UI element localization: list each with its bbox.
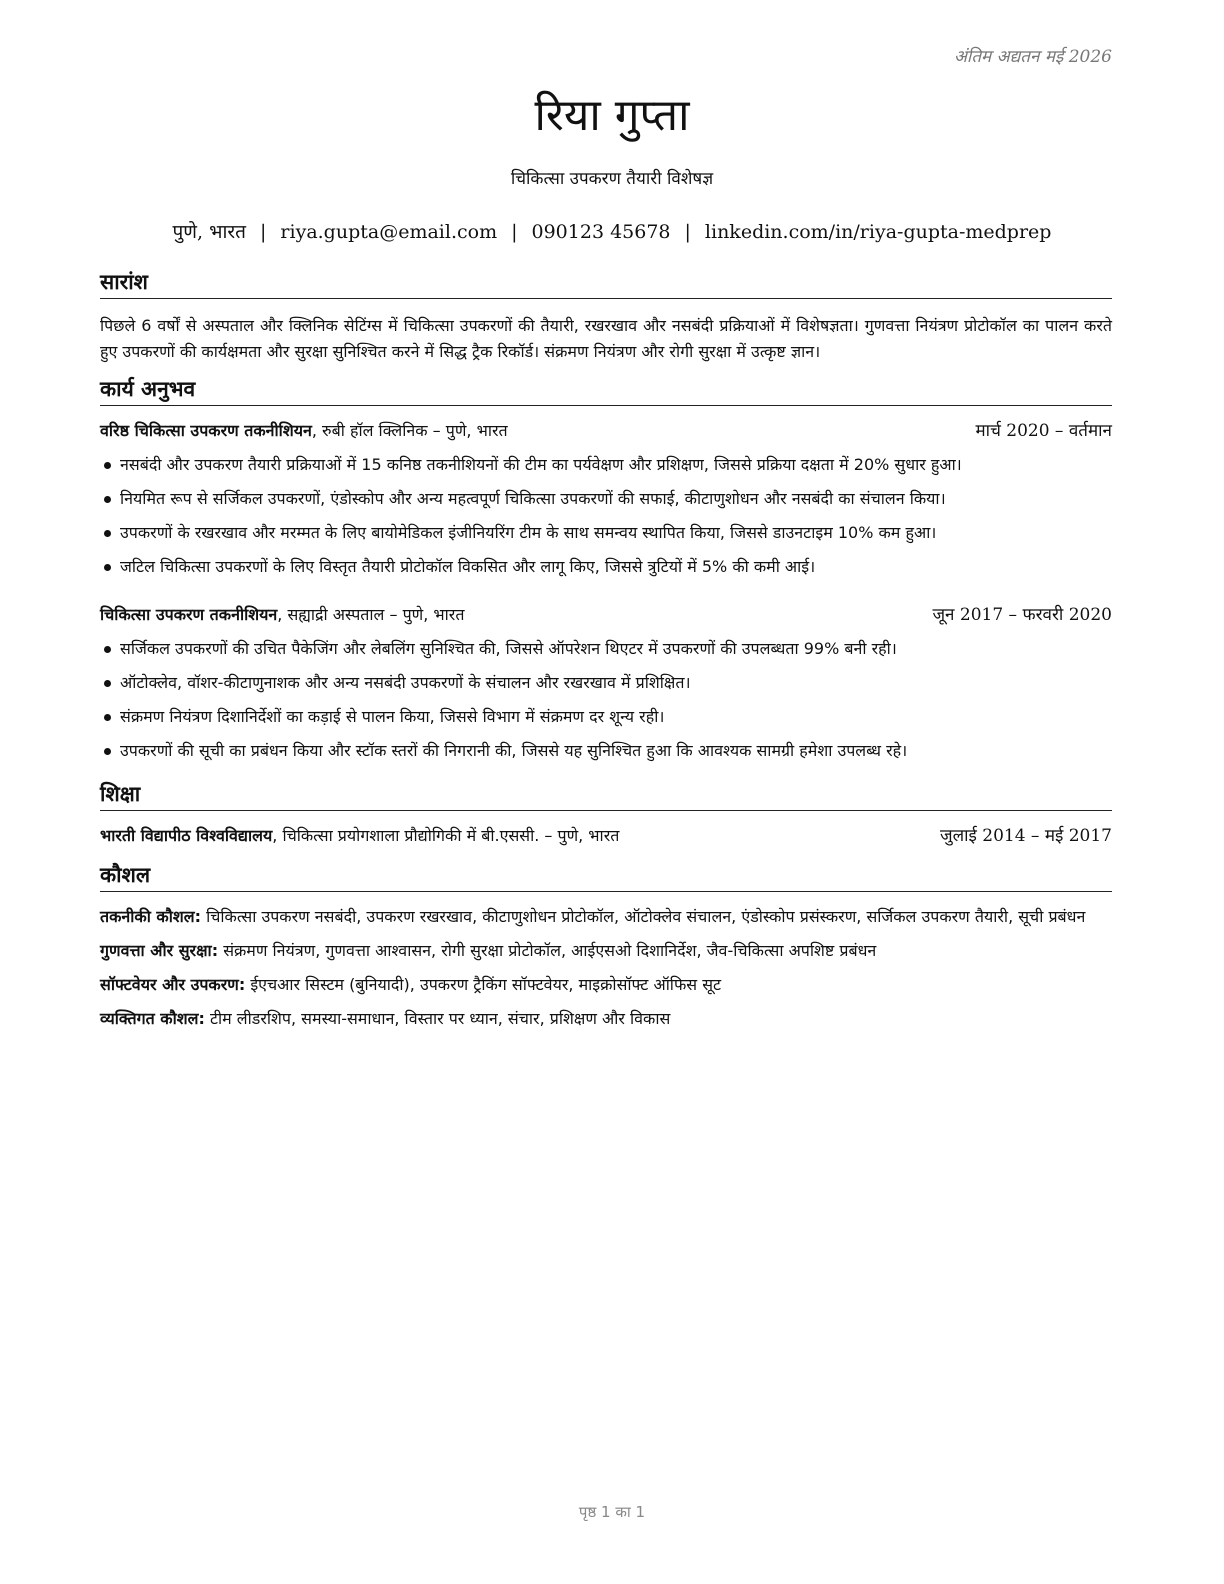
skill-row [100, 1006, 1112, 1032]
job-bullet: ऑटोक्लेव, वॉशर-कीटाणुनाशक और अन्य नसबंदी उपकरणों के संचालन और रखरखाव में प्रशिक्षित। [100, 666, 1112, 700]
job-role: चिकित्सा उपकरण तकनीशियन [100, 605, 278, 624]
skill-value: ईएचआर सिस्टम (बुनियादी), उपकरण ट्रैकिंग सॉफ्टवेयर, माइक्रोसॉफ्ट ऑफिस सूट [245, 975, 722, 994]
contact-linkedin[interactable]: linkedin.com/in/riya-gupta-medprep [704, 221, 1052, 243]
skill-row [100, 938, 1112, 964]
summary-text: पिछले 6 वर्षों से अस्पताल और क्लिनिक सेटिंग्स में चिकित्सा उपकरणों की तैयारी, रखरखाव और नसबंदी प्रक्रियाओं में विशेषज्ञता। गुणवत्ता नियंत्रण प्रोटोकॉल का पालन करते हुए उपकरणों की कार्यक्षमता और सुरक्षा सुनिश्चित करने में सिद्ध ट्रैक रिकॉर्ड। संक्रमण नियंत्रण और रोगी सुरक्षा में उत्कृष्ट ज्ञान। [100, 316, 1112, 361]
last-updated: अंतिम अद्यतन मई 2026 [953, 47, 1112, 67]
education-heading: शिक्षा [100, 780, 1112, 811]
job-bullets [100, 448, 1112, 584]
job-bullet: संक्रमण नियंत्रण दिशानिर्देशों का कड़ाई से पालन किया, जिससे विभाग में संक्रमण दर शून्य रही। [100, 700, 1112, 734]
contact-location: पुणे, भारत [172, 221, 247, 243]
job-bullet: उपकरणों के रखरखाव और मरम्मत के लिए बायोमेडिकल इंजीनियरिंग टीम के साथ समन्वय स्थापित किया, जिससे डाउनटाइम 10% कम हुआ। [100, 516, 1112, 550]
resume-body [100, 268, 1112, 1040]
candidate-title: चिकित्सा उपकरण तैयारी विशेषज्ञ [510, 169, 714, 189]
job-role-line [100, 418, 508, 444]
skills-heading: कौशल [100, 861, 1112, 892]
contact-separator: | [260, 221, 267, 243]
job-org: , रुबी हॉल क्लिनिक – पुणे, भारत [311, 421, 508, 440]
job-header [100, 602, 1112, 628]
job-dates: जून 2017 – फरवरी 2020 [932, 605, 1112, 625]
contact-separator: | [684, 221, 691, 243]
skills-list [100, 904, 1112, 1032]
job-bullet: नसबंदी और उपकरण तैयारी प्रक्रियाओं में 15 कनिष्ठ तकनीशियनों की टीम का पर्यवेक्षण और प्रशिक्षण, जिससे प्रक्रिया दक्षता में 20% सुधार हुआ। [100, 448, 1112, 482]
skill-label: तकनीकी कौशल: [100, 907, 201, 926]
job-bullet: सर्जिकल उपकरणों की उचित पैकेजिंग और लेबलिंग सुनिश्चित की, जिससे ऑपरेशन थिएटर में उपकरणों की उपलब्धता 99% बनी रही। [100, 632, 1112, 666]
job-bullets [100, 632, 1112, 768]
education-entry [100, 823, 1112, 849]
job-entry [100, 418, 1112, 584]
page-number: पृष्ठ 1 का 1 [578, 1503, 646, 1521]
contact-line [0, 218, 1224, 244]
skill-label: व्यक्तिगत कौशल: [100, 1009, 205, 1028]
job-org: , सह्याद्री अस्पताल – पुणे, भारत [277, 605, 465, 624]
contact-email[interactable]: riya.gupta@email.com [280, 221, 498, 243]
job-role: वरिष्ठ चिकित्सा उपकरण तकनीशियन [100, 421, 312, 440]
skill-label: सॉफ्टवेयर और उपकरण: [100, 975, 246, 994]
job-bullet: उपकरणों की सूची का प्रबंधन किया और स्टॉक स्तरों की निगरानी की, जिससे यह सुनिश्चित हुआ कि आवश्यक सामग्री हमेशा उपलब्ध रहे। [100, 734, 1112, 768]
skill-value: टीम लीडरशिप, समस्या-समाधान, विस्तार पर ध्यान, संचार, प्रशिक्षण और विकास [204, 1009, 671, 1028]
job-role-line [100, 602, 464, 628]
skill-value: संक्रमण नियंत्रण, गुणवत्ता आश्वासन, रोगी सुरक्षा प्रोटोकॉल, आईएसओ दिशानिर्देश, जैव-चिकित्सा अपशिष्ट प्रबंधन [218, 941, 877, 960]
skill-label: गुणवत्ता और सुरक्षा: [100, 941, 219, 960]
job-dates: मार्च 2020 – वर्तमान [975, 421, 1112, 441]
skill-row [100, 904, 1112, 930]
education-details: , चिकित्सा प्रयोगशाला प्रौद्योगिकी में बी.एससी. – पुणे, भारत [272, 826, 620, 845]
job-entry [100, 602, 1112, 768]
summary-heading: सारांश [100, 268, 1112, 299]
education-dates: जुलाई 2014 – मई 2017 [939, 826, 1112, 846]
experience-heading: कार्य अनुभव [100, 375, 1112, 406]
skill-value: चिकित्सा उपकरण नसबंदी, उपकरण रखरखाव, कीटाणुशोधन प्रोटोकॉल, ऑटोक्लेव संचालन, एंडोस्कोप प्रसंस्करण, सर्जिकल उपकरण तैयारी, सूची प्रबंधन [201, 907, 1086, 926]
contact-phone: 090123 45678 [531, 221, 671, 243]
job-bullet: नियमित रूप से सर्जिकल उपकरणों, एंडोस्कोप और अन्य महत्वपूर्ण चिकित्सा उपकरणों की सफाई, कीटाणुशोधन और नसबंदी का संचालन किया। [100, 482, 1112, 516]
job-bullet: जटिल चिकित्सा उपकरणों के लिए विस्तृत तैयारी प्रोटोकॉल विकसित और लागू किए, जिससे त्रुटियों में 5% की कमी आई। [100, 550, 1112, 584]
education-line [100, 823, 619, 849]
candidate-name: रिया गुप्ता [534, 90, 690, 141]
contact-separator: | [511, 221, 518, 243]
education-institution: भारती विद्यापीठ विश्वविद्यालय [100, 826, 273, 845]
job-header [100, 418, 1112, 444]
skill-row [100, 972, 1112, 998]
